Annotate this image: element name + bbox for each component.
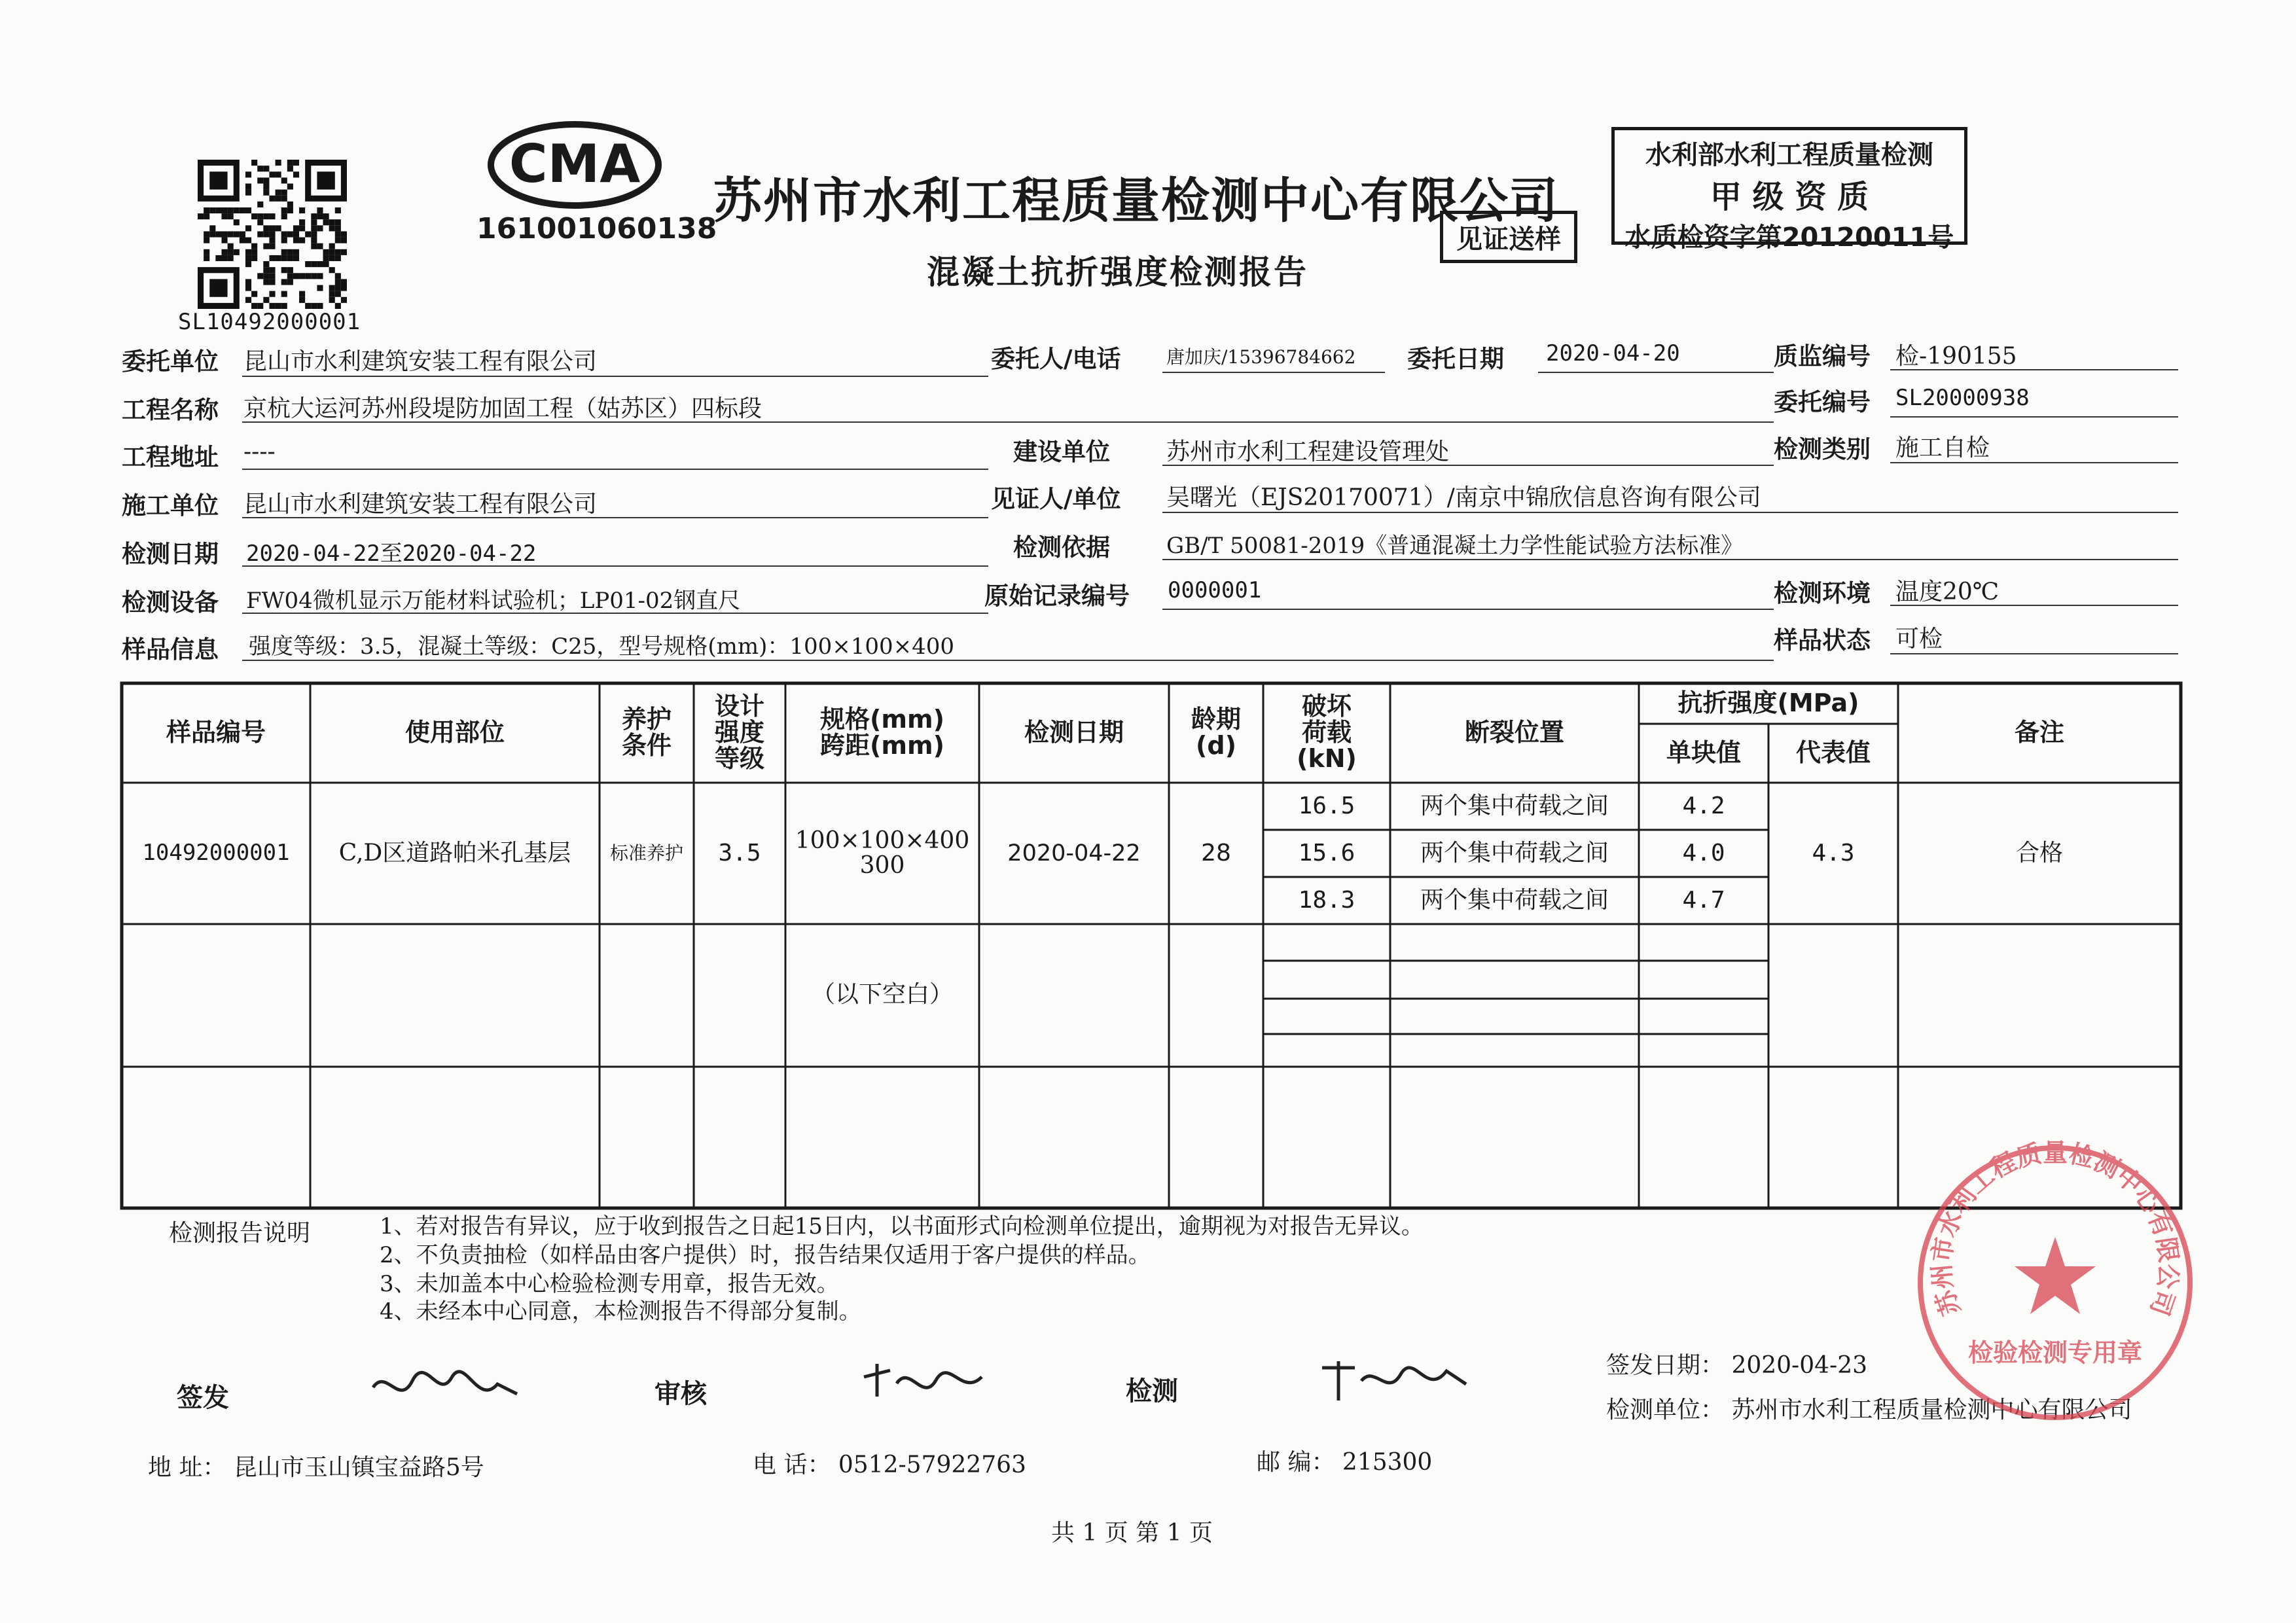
review-label: 审核: [655, 1379, 707, 1409]
qual-line-1: 水利部水利工程质量检测: [1645, 140, 1933, 170]
entrust-no-value: SL20000938: [1895, 385, 2030, 411]
cma-logo: [486, 119, 664, 211]
org-name: 苏州市水利工程质量检测中心有限公司: [713, 173, 1559, 229]
th-design-l2: 强度: [714, 718, 764, 747]
report-title: 混凝土抗折强度检测报告: [927, 253, 1308, 291]
qr-caption: SL10492000001: [178, 309, 361, 335]
th-load: [1263, 683, 1390, 783]
th-age-l1: 龄期: [1191, 705, 1241, 734]
qc-value: 检-190155: [1895, 343, 2017, 370]
note-3: 3、未加盖本中心检验检测专用章，报告无效。: [380, 1271, 839, 1297]
td-single-3: 4.7: [1682, 887, 1725, 914]
th-design-l3: 等级: [714, 743, 764, 773]
th-design: [694, 683, 785, 783]
commission-date-value: 2020-04-20: [1546, 340, 1680, 366]
sample-state-label: 样品状态: [1774, 626, 1871, 654]
td-single-1: 4.2: [1682, 793, 1725, 820]
td-load-1: 16.5: [1298, 793, 1355, 820]
witness-value: 吴曙光（EJS20170071）/南京中锦欣信息咨询有限公司: [1166, 484, 1761, 511]
td-age: 28: [1201, 840, 1231, 867]
address-value: ----: [243, 438, 276, 465]
td-test-date: 2020-04-22: [1007, 840, 1141, 866]
qualification-box: [1611, 127, 1967, 253]
cma-number: 161001060138: [476, 212, 717, 245]
basis-label: 检测依据: [1013, 533, 1110, 562]
constructor-value: 昆山市水利建筑安装工程有限公司: [243, 491, 598, 518]
svg-text:苏州市水利工程质量检测中心有限公司: 苏州市水利工程质量检测中心有限公司: [1927, 1139, 2183, 1319]
project-label: 工程名称: [122, 396, 219, 424]
equipment-label: 检测设备: [122, 588, 219, 616]
client-value: 昆山市水利建筑安装工程有限公司: [243, 348, 598, 375]
review-signature: [857, 1357, 988, 1412]
test-unit: 检测单位： 苏州市水利工程质量检测中心有限公司: [1606, 1397, 2132, 1423]
footer-address: 地 址： 昆山市玉山镇宝益路5号: [148, 1454, 484, 1481]
contact-value: 唐加庆/15396784662: [1166, 346, 1356, 368]
page-count: 共 1 页 第 1 页: [1051, 1520, 1213, 1546]
issue-label: 签发: [177, 1383, 229, 1413]
test-signature: [1316, 1355, 1473, 1410]
td-single-2: 4.0: [1682, 840, 1725, 867]
client-label: 委托单位: [122, 348, 219, 376]
qr-code: [198, 160, 347, 309]
address-label: 工程地址: [122, 443, 219, 471]
sample-info-label: 样品信息: [122, 635, 219, 664]
td-curing: 标准养护: [609, 842, 683, 865]
th-fracture: 断裂位置: [1464, 718, 1564, 747]
record-no-label: 原始记录编号: [984, 582, 1130, 610]
td-design: 3.5: [718, 840, 761, 867]
note-4: 4、未经本中心同意，本检测报告不得部分复制。: [380, 1298, 861, 1325]
qual-line-3: 水质检资字第20120011号: [1624, 223, 1954, 253]
witness-stamp: 见证送样: [1440, 211, 1577, 263]
svg-text:检验检测专用章: 检验检测专用章: [1967, 1338, 2143, 1367]
commission-date-label: 委托日期: [1407, 345, 1504, 373]
th-representative: 代表值: [1795, 738, 1871, 768]
th-age-l2: (d): [1196, 731, 1236, 760]
td-spec-l1: 100×100×400: [795, 827, 970, 855]
blank-note: （以下空白）: [811, 981, 953, 1008]
td-spec-l2: 300: [859, 852, 905, 879]
project-value: 京杭大运河苏州段堤防加固工程（姑苏区）四标段: [243, 395, 762, 422]
th-curing: [600, 683, 694, 783]
notes-title: 检测报告说明: [169, 1220, 311, 1247]
issue-date: 签发日期： 2020-04-23: [1606, 1352, 1868, 1379]
td-fracture-2: 两个集中荷载之间: [1420, 840, 1609, 867]
record-no-value: 0000001: [1168, 577, 1262, 603]
td-load-3: 18.3: [1298, 887, 1355, 914]
th-load-l3: (kN): [1297, 743, 1357, 773]
th-spec: [785, 683, 979, 783]
th-spec-l2: 跨距(mm): [820, 731, 944, 760]
note-2: 2、不负责抽检（如样品由客户提供）时，报告结果仅适用于客户提供的样品。: [380, 1242, 1151, 1268]
note-1: 1、若对报告有异议，应于收到报告之日起15日内，以书面形式向检测单位提出，逾期视为对报告无异议。: [380, 1213, 1424, 1240]
env-value: 温度20℃: [1895, 579, 2000, 605]
contact-label: 委托人/电话: [991, 345, 1121, 373]
td-spec: [785, 783, 979, 924]
th-strength: 抗折强度(MPa): [1677, 688, 1859, 718]
builder-value: 苏州市水利工程建设管理处: [1166, 438, 1450, 465]
th-spec-l1: 规格(mm): [820, 705, 944, 734]
sample-state-value: 可检: [1895, 626, 1943, 652]
th-load-l2: 荷载: [1301, 718, 1352, 747]
entrust-no-label: 委托编号: [1774, 388, 1871, 416]
qual-line-2: 甲 级 资 质: [1710, 179, 1869, 215]
official-seal: [1911, 1139, 2199, 1427]
th-sample-no: 样品编号: [166, 718, 266, 747]
td-remark: 合格: [2015, 840, 2063, 867]
td-load-2: 15.6: [1298, 840, 1355, 867]
td-location: C,D区道路帕米孔基层: [338, 840, 571, 867]
basis-value: GB/T 50081-2019《普通混凝土力学性能试验方法标准》: [1166, 533, 1744, 559]
th-location: 使用部位: [404, 718, 505, 747]
test-date-label: 检测日期: [122, 540, 219, 568]
footer-phone: 电 话： 0512-57922763: [753, 1452, 1026, 1478]
th-single: 单块值: [1666, 738, 1741, 768]
td-fracture-3: 两个集中荷载之间: [1420, 887, 1609, 914]
env-label: 检测环境: [1774, 579, 1871, 607]
equipment-value: FW04微机显示万能材料试验机；LP01-02钢直尺: [246, 588, 741, 614]
svg-text:CMA: CMA: [509, 134, 641, 194]
sample-info-value: 强度等级：3.5，混凝土等级：C25，型号规格(mm)：100×100×400: [249, 633, 955, 660]
td-sample-no: 10492000001: [142, 840, 290, 866]
builder-label: 建设单位: [1013, 438, 1110, 466]
th-test-date: 检测日期: [1024, 718, 1124, 747]
th-age: [1169, 683, 1263, 783]
test-type-label: 检测类别: [1774, 435, 1871, 463]
th-remark: 备注: [2014, 718, 2064, 747]
th-design-l1: 设计: [714, 692, 764, 721]
constructor-label: 施工单位: [122, 491, 219, 520]
th-curing-l2: 条件: [621, 731, 672, 760]
footer-postcode: 邮 编： 215300: [1257, 1449, 1433, 1476]
test-label: 检测: [1126, 1376, 1178, 1406]
th-curing-l1: 养护: [621, 705, 672, 734]
th-load-l1: 破坏: [1301, 692, 1352, 721]
td-representative: 4.3: [1812, 840, 1855, 867]
witness-label: 见证人/单位: [991, 485, 1121, 513]
td-fracture-1: 两个集中荷载之间: [1420, 793, 1609, 820]
test-type-value: 施工自检: [1895, 435, 1990, 461]
qc-label: 质监编号: [1774, 342, 1871, 370]
test-date-value: 2020-04-22至2020-04-22: [246, 541, 537, 567]
issue-signature: [367, 1361, 524, 1416]
